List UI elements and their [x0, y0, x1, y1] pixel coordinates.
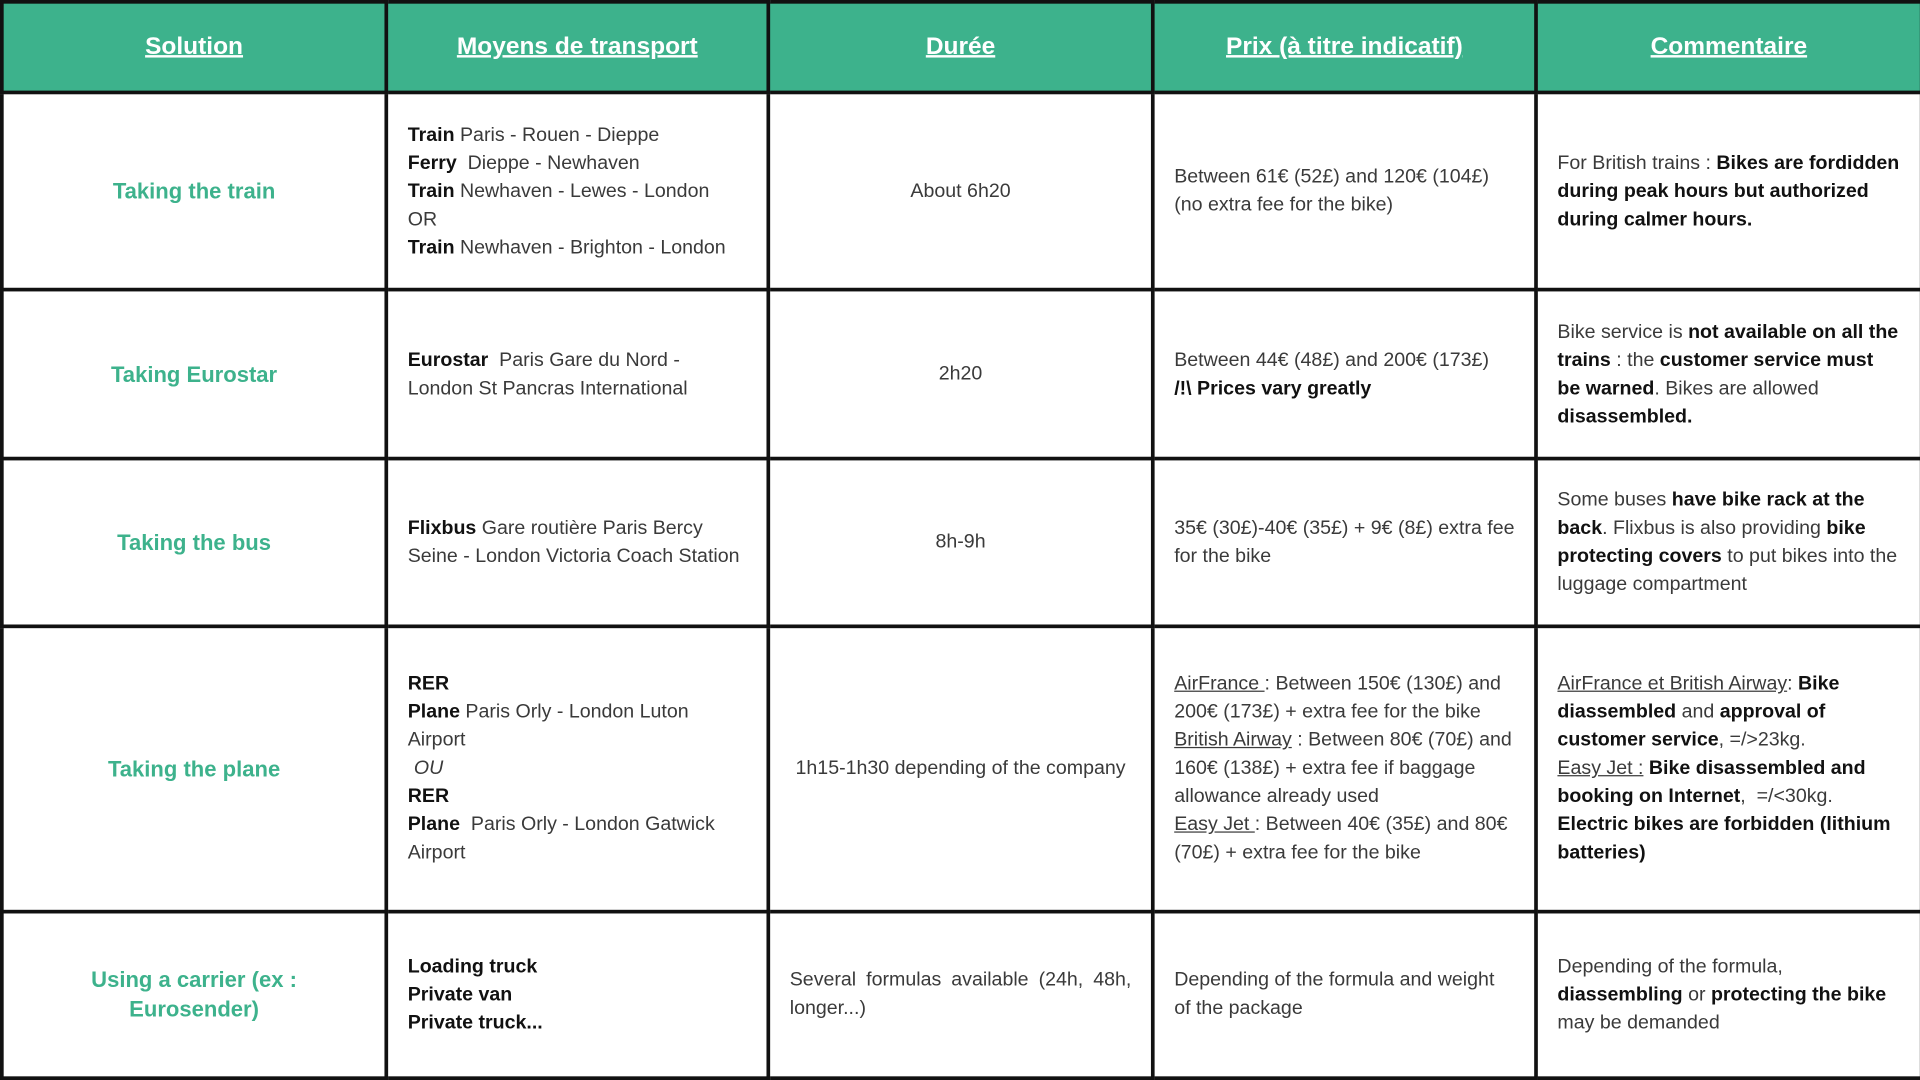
duration-cell: 2h20 [768, 290, 1152, 458]
airfrance-label: AirFrance [1174, 673, 1265, 695]
table-row [2, 626, 1920, 911]
duration-cell: About 6h20 [768, 92, 1152, 290]
duration-cell: 8h-9h [768, 458, 1152, 626]
header-duration: Durée [768, 2, 1152, 93]
easyjet-label: Easy Jet [1174, 814, 1255, 836]
duration-cell: 1h15-1h30 depending of the company [768, 626, 1152, 911]
header-row [2, 2, 1920, 93]
solution-cell: Using a carrier (ex : Eurosender) [2, 911, 386, 1078]
table-row [2, 290, 1920, 458]
header-transport: Moyens de transport [386, 2, 768, 93]
comment-cell: Some buses have bike rack at the back. Flixbus is also providing bike protecting covers to put bikes into the luggage compartment [1536, 458, 1920, 626]
transport-cell: Loading truck Private van Private truck... [386, 911, 768, 1078]
british-airway-label: British Airway [1174, 730, 1292, 752]
price-cell: Between 44€ (48£) and 200€ (173£) /!\ Prices vary greatly [1153, 290, 1536, 458]
price-cell: Between 61€ (52£) and 120€ (104£) (no extra fee for the bike) [1153, 92, 1536, 290]
solution-cell: Taking Eurostar [2, 290, 386, 458]
table-row [2, 458, 1920, 626]
comment-cell: Depending of the formula, diassembling or protecting the bike may be demanded [1536, 911, 1920, 1078]
price-cell: 35€ (30£)-40€ (35£) + 9€ (8£) extra fee for the bike [1153, 458, 1536, 626]
comment-cell: Bike service is not available on all the trains : the customer service must be warned. Bikes are allowed disassembled. [1536, 290, 1920, 458]
price-cell: Depending of the formula and weight of the package [1153, 911, 1536, 1078]
solution-cell: Taking the plane [2, 626, 386, 911]
transport-cell: RER Plane Paris Orly - London Luton Airport OU RER Plane Paris Orly - London Gatwick Airport [386, 626, 768, 911]
duration-cell: Several formulas available (24h, 48h, longer...) [768, 911, 1152, 1078]
header-solution: Solution [2, 2, 386, 93]
table-row [2, 92, 1920, 290]
transport-cell: Flixbus Gare routière Paris Bercy Seine - London Victoria Coach Station [386, 458, 768, 626]
transport-cell: Train Paris - Rouen - Dieppe Ferry Dieppe - Newhaven Train Newhaven - Lewes - London OR Train Newhaven - Brighton - London [386, 92, 768, 290]
solution-cell: Taking the train [2, 92, 386, 290]
header-price: Prix (à titre indicatif) [1153, 2, 1536, 93]
transport-cell: Eurostar Paris Gare du Nord - London St Pancras International [386, 290, 768, 458]
solution-cell: Taking the bus [2, 458, 386, 626]
comment-cell: For British trains : Bikes are fordidden during peak hours but authorized during calmer hours. [1536, 92, 1920, 290]
header-comment: Commentaire [1536, 2, 1920, 93]
comment-cell: AirFrance et British Airway: Bike diassembled and approval of customer service, =/>23kg. Easy Jet : Bike disassembled and booking on Internet, =/<30kg. Electric bikes are forbidden (lithium batteries) [1536, 626, 1920, 911]
table-row [2, 911, 1920, 1078]
price-cell: AirFrance : Between 150€ (130£) and 200€ (173£) + extra fee for the bike British Airway : Between 80€ (70£) and 160€ (138£) + extra fee if baggage allowance already used Easy Jet : Between 40€ (35£) and 80€ (70£) + extra fee for the bike [1153, 626, 1536, 911]
